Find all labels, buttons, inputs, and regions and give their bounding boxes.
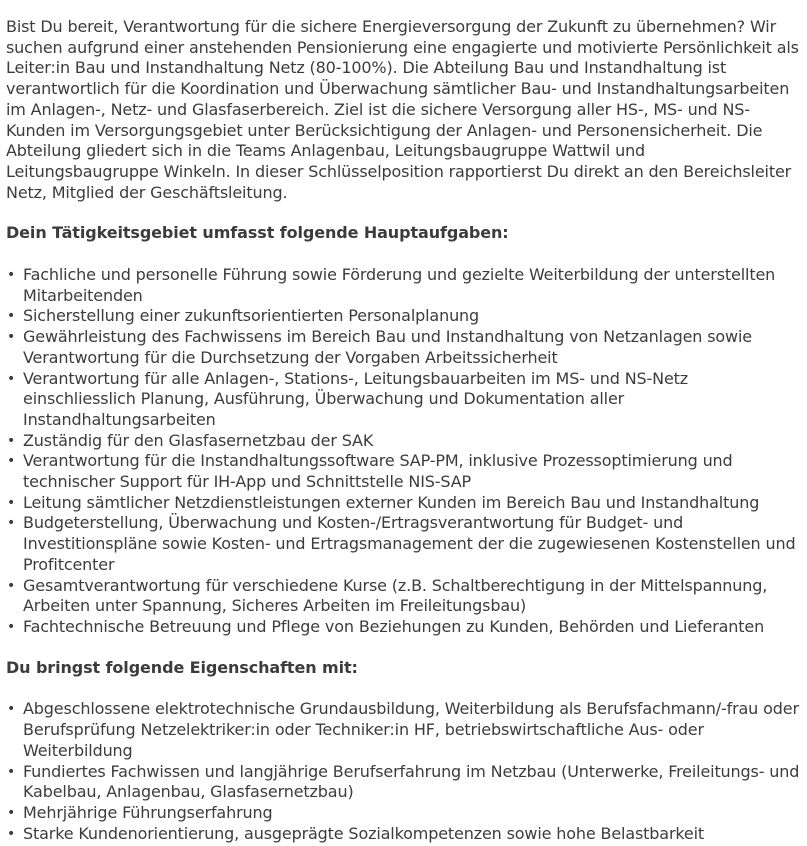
list-item-text: Starke Kundenorientierung, ausgeprägte Sozialkompetenzen sowie hohe Belastbarkeit: [23, 823, 705, 843]
list-item-text: Verantwortung für alle Anlagen-, Stations-, Leitungsbauarbeiten im MS- und NS-Netz einschliesslich Planung, Ausführung, Überwachung und Dokumentation aller Instandhaltungsarbeiten: [23, 368, 689, 429]
bullet-icon: •: [7, 701, 16, 718]
bullet-icon: •: [7, 577, 16, 594]
bullet-icon: •: [7, 308, 16, 325]
list-item: [6, 306, 801, 327]
list-item: [6, 493, 801, 514]
list-item: [6, 699, 801, 761]
list-item-text: Abgeschlossene elektrotechnische Grundausbildung, Weiterbildung als Berufsfachmann/-frau oder Berufsprüfung Netzelektriker:in oder Techniker:in HF, betriebswirtschaftliche Aus- oder Weiterbildung: [23, 699, 799, 760]
list-item: [6, 617, 801, 638]
bullet-icon: •: [7, 453, 16, 470]
list-item-text: Gewährleistung des Fachwissens im Bereich Bau und Instandhaltung von Netzanlagen sowie Verantwortung für die Durchsetzung der Vorgaben Arbeitssicherheit: [23, 327, 752, 367]
list-item-text: Budgeterstellung, Überwachung und Kosten-/Ertragsverantwortung für Budget- und Investitionspläne sowie Kosten- und Ertragsmanagement der die zugewiesenen Kostenstellen und Profitcenter: [23, 513, 796, 574]
list-item-text: Fundiertes Fachwissen und langjährige Berufserfahrung im Netzbau (Unterwerke, Freileitungs- und Kabelbau, Anlagenbau, Glasfasernetzbau): [23, 761, 800, 802]
list-item-text: Verantwortung für die Instandhaltungssoftware SAP-PM, inklusive Prozessoptimierung und technischer Support für IH-App und Schnittstelle NIS-SAP: [23, 451, 733, 492]
list-item: [6, 265, 801, 306]
list-item: [6, 576, 801, 617]
list-item: [6, 431, 801, 452]
list-item-text: Zuständig für den Glasfasernetzbau der SAK: [23, 430, 374, 450]
list-item-text: Leitung sämtlicher Netzdienstleistungen externer Kunden im Bereich Bau und Instandhaltung: [23, 492, 760, 512]
list-item: [6, 513, 801, 575]
list-item-text: Fachliche und personelle Führung sowie Förderung und gezielte Weiterbildung der unterstellten Mitarbeitenden: [23, 265, 776, 305]
tasks-heading: Dein Tätigkeitsgebiet umfasst folgende Hauptaufgaben:: [6, 223, 509, 243]
bullet-icon: •: [7, 618, 16, 635]
list-item: [6, 803, 801, 824]
list-item: [6, 369, 801, 431]
bullet-icon: •: [7, 763, 16, 780]
bullet-icon: •: [7, 825, 16, 842]
list-item-text: Gesamtverantwortung für verschiedene Kurse (z.B. Schaltberechtigung in der Mittelspannung, Arbeiten unter Spannung, Sicheres Arbeiten im Freileitungsbau): [23, 575, 768, 616]
list-item: [6, 327, 801, 368]
bullet-icon: •: [7, 804, 16, 821]
bullet-icon: •: [7, 329, 16, 346]
list-item-text: Fachtechnische Betreuung und Pflege von Beziehungen zu Kunden, Behörden und Lieferanten: [23, 616, 765, 636]
requirements-list: [6, 699, 801, 844]
bullet-icon: •: [7, 494, 16, 511]
list-item: [6, 451, 801, 492]
bullet-icon: •: [7, 267, 16, 284]
list-item: [6, 824, 801, 845]
list-item-text: Sicherstellung einer zukunftsorientierten Personalplanung: [23, 306, 480, 326]
list-item: [6, 762, 801, 803]
bullet-icon: •: [7, 515, 16, 532]
list-item-text: Mehrjährige Führungserfahrung: [23, 802, 273, 822]
bullet-icon: •: [7, 432, 16, 449]
tasks-list: [6, 265, 801, 638]
intro-paragraph: Bist Du bereit, Verantwortung für die sichere Energieversorgung der Zukunft zu übernehmen? Wir suchen aufgrund einer anstehenden Pensionierung eine engagierte und motivierte Persönlichkeit als Leiter:in Bau und Instandhaltung Netz (80-100%). Die Abteilung Bau und Instandhaltung ist verantwortlich für die Koordination und Überwachung sämtlicher Bau- und Instandhaltungsarbeiten im Anlagen-, Netz- und Glasfaserbereich. Ziel ist die sichere Versorgung aller HS-, MS- und NS-Kunden im Versorgungsgebiet unter Berücksichtigung der Anlagen- und Personensicherheit. Die Abteilung gliedert sich in die Teams Anlagenbau, Leitungsbaugruppe Wattwil und Leitungsbaugruppe Winkeln. In dieser Schlüsselposition rapportierst Du direkt an den Bereichsleiter Netz, Mitglied der Geschäftsleitung.: [6, 17, 799, 202]
bullet-icon: •: [7, 370, 16, 387]
requirements-heading: Du bringst folgende Eigenschaften mit:: [6, 657, 358, 677]
